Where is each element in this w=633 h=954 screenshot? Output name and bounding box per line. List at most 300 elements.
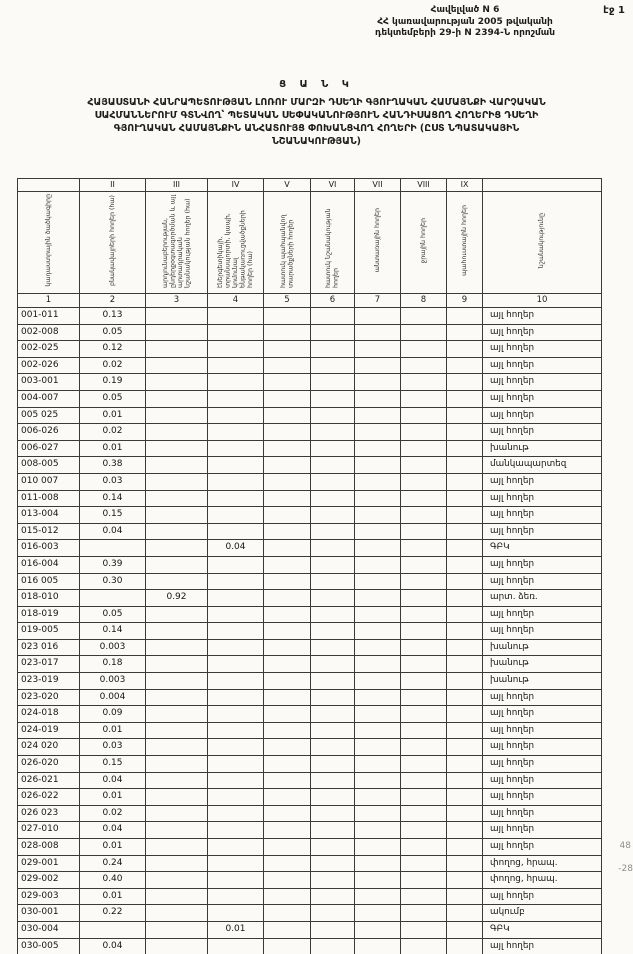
cell-area-value: [401, 839, 447, 856]
cell-area-value: [80, 590, 146, 607]
cell-area-value: [264, 573, 311, 590]
table-row: [18, 374, 602, 391]
cell-area-value: 0.003: [80, 639, 146, 656]
cell-area-value: [355, 888, 401, 905]
cell-area-value: 0.24: [80, 855, 146, 872]
cell-area-value: [146, 623, 208, 640]
cell-area-value: [401, 374, 447, 391]
rotated-column-label: անտառային հողեր: [373, 208, 381, 273]
page-number: էջ 1: [603, 5, 625, 16]
cell-area-value: [264, 772, 311, 789]
cell-designation: այլ հողեր: [483, 308, 602, 325]
cell-area-value: [264, 623, 311, 640]
table-row: [18, 357, 602, 374]
decree-number-line: դեկտեմբերի 29-ի N 2394-Ն որոշման: [374, 28, 556, 38]
cell-area-value: [264, 507, 311, 524]
cell-cadastral-code: 023-020: [18, 689, 80, 706]
cell-area-value: [447, 656, 483, 673]
cell-area-value: [401, 872, 447, 889]
cell-area-value: [401, 473, 447, 490]
rotated-column-label: հատուկ նշանակության հողեր: [325, 208, 340, 288]
cell-area-value: [208, 872, 264, 889]
cell-cadastral-code: 006-026: [18, 424, 80, 441]
cell-area-value: [355, 656, 401, 673]
cell-area-value: [264, 473, 311, 490]
cell-area-value: [447, 424, 483, 441]
title-line: ՀԱՅԱՍՏԱՆԻ ՀԱՆՐԱՊԵՏՈՒԹՅԱՆ ԼՈՌՈՒ ՄԱՐԶԻ ԴՍԵՂԻ ԳՅՈՒՂԱԿԱՆ ՀԱՄԱՅՆՔԻ ՎԱՐՉԱԿԱՆ: [87, 97, 546, 108]
cell-area-value: [311, 872, 355, 889]
cell-area-value: [146, 905, 208, 922]
cell-area-value: 0.14: [80, 490, 146, 507]
cell-area-value: [447, 888, 483, 905]
table-row: [18, 590, 602, 607]
cell-cadastral-code: 018-010: [18, 590, 80, 607]
cell-area-value: [146, 540, 208, 557]
table-row: [18, 839, 602, 856]
cell-area-value: [208, 673, 264, 690]
cell-area-value: [208, 308, 264, 325]
cell-area-value: [401, 523, 447, 540]
cell-area-value: [311, 357, 355, 374]
cell-area-value: [146, 872, 208, 889]
cell-area-value: [208, 407, 264, 424]
cell-area-value: [447, 374, 483, 391]
cell-area-value: [447, 839, 483, 856]
cell-designation: այլ հողեր: [483, 424, 602, 441]
cell-area-value: [355, 390, 401, 407]
cell-area-value: 0.05: [80, 390, 146, 407]
cell-designation: այլ հողեր: [483, 789, 602, 806]
num-cell-cell: 7: [355, 294, 401, 308]
cell-area-value: [401, 739, 447, 756]
cell-area-value: [146, 673, 208, 690]
cell-cadastral-code: 023-017: [18, 656, 80, 673]
cell-area-value: [208, 722, 264, 739]
cell-area-value: [311, 706, 355, 723]
rot-cell-cell: [18, 192, 80, 294]
cell-area-value: [311, 888, 355, 905]
cell-area-value: [447, 673, 483, 690]
cell-area-value: [146, 789, 208, 806]
cell-designation: այլ հողեր: [483, 756, 602, 773]
cell-area-value: [355, 424, 401, 441]
cell-area-value: [146, 639, 208, 656]
cell-area-value: [355, 590, 401, 607]
table-row: [18, 689, 602, 706]
cell-area-value: [447, 722, 483, 739]
roman-cell-cell: VII: [355, 179, 401, 192]
table-row: [18, 341, 602, 358]
cell-area-value: [355, 490, 401, 507]
cell-area-value: 0.15: [80, 756, 146, 773]
table-row: [18, 789, 602, 806]
cell-area-value: [264, 872, 311, 889]
cell-area-value: [264, 639, 311, 656]
cell-cadastral-code: 028-008: [18, 839, 80, 856]
cell-area-value: [355, 357, 401, 374]
cell-area-value: [146, 839, 208, 856]
cell-cadastral-code: 002-026: [18, 357, 80, 374]
cell-area-value: [264, 590, 311, 607]
cell-area-value: [401, 756, 447, 773]
cell-cadastral-code: 029-002: [18, 872, 80, 889]
table-row: [18, 407, 602, 424]
cell-area-value: 0.12: [80, 341, 146, 358]
table-row: [18, 440, 602, 457]
land-parcels-table: [17, 178, 602, 954]
cell-area-value: [355, 839, 401, 856]
cell-area-value: [355, 872, 401, 889]
cell-area-value: 0.18: [80, 656, 146, 673]
handwritten-margin-note: 48: [619, 841, 631, 851]
cell-cadastral-code: 030-001: [18, 905, 80, 922]
cell-area-value: [447, 490, 483, 507]
roman-cell-cell: IV: [208, 179, 264, 192]
cell-area-value: [311, 457, 355, 474]
cell-cadastral-code: 019-005: [18, 623, 80, 640]
cell-area-value: [311, 822, 355, 839]
cell-area-value: [146, 656, 208, 673]
cell-area-value: 0.05: [80, 606, 146, 623]
cell-area-value: [311, 424, 355, 441]
cell-area-value: [146, 606, 208, 623]
cell-area-value: [355, 921, 401, 938]
cell-area-value: [146, 689, 208, 706]
cell-designation: խանութ: [483, 673, 602, 690]
cell-area-value: [146, 921, 208, 938]
cell-area-value: [208, 523, 264, 540]
table-row: [18, 623, 602, 640]
cell-area-value: [355, 507, 401, 524]
table-row: [18, 390, 602, 407]
table-row: [18, 872, 602, 889]
cell-area-value: [146, 888, 208, 905]
cell-cadastral-code: 029-003: [18, 888, 80, 905]
cell-area-value: [401, 590, 447, 607]
cell-designation: այլ հողեր: [483, 341, 602, 358]
cell-area-value: [447, 540, 483, 557]
cell-area-value: 0.14: [80, 623, 146, 640]
cell-area-value: [146, 805, 208, 822]
cell-area-value: 0.02: [80, 805, 146, 822]
cell-area-value: [311, 756, 355, 773]
cell-area-value: [264, 805, 311, 822]
cell-area-value: [208, 457, 264, 474]
table-row: [18, 756, 602, 773]
rot-cell-cell: [264, 192, 311, 294]
num-cell-cell: 6: [311, 294, 355, 308]
cell-cadastral-code: 003-001: [18, 374, 80, 391]
cell-designation: այլ հողեր: [483, 888, 602, 905]
table-row: [18, 556, 602, 573]
cell-cadastral-code: 016 005: [18, 573, 80, 590]
cell-area-value: [355, 805, 401, 822]
num-cell-cell: 9: [447, 294, 483, 308]
cell-area-value: [401, 357, 447, 374]
cell-area-value: [208, 573, 264, 590]
roman-cell-cell: [483, 179, 602, 192]
cell-area-value: [401, 606, 447, 623]
cell-cadastral-code: 006-027: [18, 440, 80, 457]
cell-area-value: [146, 357, 208, 374]
cell-area-value: 0.04: [80, 938, 146, 954]
cell-area-value: [208, 490, 264, 507]
cell-area-value: [311, 623, 355, 640]
cell-area-value: [447, 523, 483, 540]
cell-area-value: [401, 490, 447, 507]
cell-area-value: [208, 938, 264, 954]
table-row: [18, 905, 602, 922]
cell-designation: այլ հողեր: [483, 473, 602, 490]
cell-area-value: [447, 457, 483, 474]
cell-area-value: [311, 921, 355, 938]
cell-area-value: [447, 440, 483, 457]
cell-area-value: 0.01: [80, 888, 146, 905]
cell-area-value: [311, 407, 355, 424]
cell-area-value: [355, 822, 401, 839]
cell-cadastral-code: 024-019: [18, 722, 80, 739]
cell-designation: այլ հողեր: [483, 805, 602, 822]
cell-area-value: [146, 457, 208, 474]
cell-designation: փողոց, հրապ.: [483, 855, 602, 872]
cell-area-value: [311, 573, 355, 590]
cell-designation: մանկապարտեզ: [483, 457, 602, 474]
cell-area-value: [355, 938, 401, 954]
roman-cell-cell: VIII: [401, 179, 447, 192]
table-row: [18, 490, 602, 507]
cell-area-value: [447, 938, 483, 954]
cell-area-value: [208, 424, 264, 441]
cell-area-value: [208, 839, 264, 856]
cell-area-value: [447, 822, 483, 839]
cell-area-value: [311, 639, 355, 656]
cell-area-value: [447, 921, 483, 938]
cell-designation: ակումբ: [483, 905, 602, 922]
document-title: [8, 96, 625, 148]
cell-designation: խանութ: [483, 440, 602, 457]
rotated-column-label: ջրային հողեր: [419, 217, 427, 264]
cell-area-value: [355, 855, 401, 872]
list-heading: Ց Ա Ն Կ: [279, 79, 354, 90]
rotated-column-label: արդյունաբերության, ընդերքօգտագործման և այլ արտադրական նշանակության հողեր (հա): [161, 194, 191, 288]
num-cell-cell: 1: [18, 294, 80, 308]
cell-area-value: [311, 606, 355, 623]
cell-area-value: [146, 440, 208, 457]
cell-area-value: [355, 772, 401, 789]
cell-designation: այլ հողեր: [483, 606, 602, 623]
roman-cell-cell: V: [264, 179, 311, 192]
cell-area-value: 0.39: [80, 556, 146, 573]
decree-year-line: ՀՀ կառավարության 2005 թվականի: [377, 16, 553, 27]
table-row: [18, 473, 602, 490]
cell-area-value: [355, 374, 401, 391]
cell-cadastral-code: 029-001: [18, 855, 80, 872]
cell-area-value: [311, 440, 355, 457]
cell-area-value: [264, 822, 311, 839]
cell-area-value: [401, 805, 447, 822]
cell-area-value: [208, 507, 264, 524]
cell-area-value: [311, 540, 355, 557]
title-line: ՆՇԱՆԱԿՈՒԹՅԱՆ): [272, 136, 361, 147]
cell-area-value: [311, 656, 355, 673]
cell-area-value: [208, 689, 264, 706]
cell-designation: ԳԲԿ: [483, 921, 602, 938]
cell-area-value: [447, 308, 483, 325]
cell-area-value: [208, 656, 264, 673]
cell-area-value: [311, 341, 355, 358]
cell-designation: այլ հողեր: [483, 490, 602, 507]
cell-area-value: [311, 839, 355, 856]
cell-area-value: [146, 756, 208, 773]
cell-designation: այլ հողեր: [483, 739, 602, 756]
cell-designation: այլ հողեր: [483, 722, 602, 739]
cell-area-value: [355, 440, 401, 457]
column-number-row: [18, 294, 602, 308]
table-row: [18, 888, 602, 905]
roman-cell-cell: [18, 179, 80, 192]
cell-area-value: [447, 341, 483, 358]
cell-area-value: [264, 921, 311, 938]
cell-area-value: [447, 855, 483, 872]
cell-area-value: [311, 374, 355, 391]
cell-area-value: [447, 357, 483, 374]
cell-area-value: [208, 556, 264, 573]
cell-area-value: [208, 706, 264, 723]
rot-cell-cell: [355, 192, 401, 294]
rot-cell-cell: [80, 192, 146, 294]
cell-area-value: [264, 324, 311, 341]
cell-area-value: [355, 540, 401, 557]
cell-area-value: 0.15: [80, 507, 146, 524]
cell-area-value: [311, 308, 355, 325]
cell-area-value: [208, 855, 264, 872]
rot-cell-cell: [208, 192, 264, 294]
cell-area-value: [264, 556, 311, 573]
cell-area-value: [447, 756, 483, 773]
cell-area-value: [447, 872, 483, 889]
cell-area-value: [264, 308, 311, 325]
cell-area-value: [146, 556, 208, 573]
cell-area-value: [146, 573, 208, 590]
cell-area-value: [264, 689, 311, 706]
cell-cadastral-code: 016-003: [18, 540, 80, 557]
cell-area-value: [447, 324, 483, 341]
table-row: [18, 722, 602, 739]
cell-area-value: [146, 424, 208, 441]
cell-area-value: [208, 341, 264, 358]
cell-area-value: [355, 623, 401, 640]
cell-area-value: [208, 789, 264, 806]
cell-area-value: [355, 789, 401, 806]
cell-area-value: [447, 507, 483, 524]
cell-area-value: 0.22: [80, 905, 146, 922]
table-header: [18, 179, 602, 308]
cell-area-value: 0.01: [80, 789, 146, 806]
cell-area-value: [447, 905, 483, 922]
column-header-row: [18, 192, 602, 294]
cell-area-value: 0.09: [80, 706, 146, 723]
cell-area-value: 0.30: [80, 573, 146, 590]
num-cell-cell: 2: [80, 294, 146, 308]
cell-area-value: [264, 756, 311, 773]
cell-area-value: [208, 822, 264, 839]
cell-area-value: [401, 673, 447, 690]
roman-cell-cell: IX: [447, 179, 483, 192]
roman-numeral-row: [18, 179, 602, 192]
cell-designation: արտ. ձեռ.: [483, 590, 602, 607]
cell-cadastral-code: 015-012: [18, 523, 80, 540]
cell-area-value: [401, 407, 447, 424]
cell-cadastral-code: 026-020: [18, 756, 80, 773]
cell-area-value: [401, 689, 447, 706]
cell-area-value: [264, 938, 311, 954]
table-row: [18, 606, 602, 623]
table-row: [18, 739, 602, 756]
table-row: [18, 324, 602, 341]
cell-area-value: [311, 739, 355, 756]
cell-area-value: [146, 341, 208, 358]
cell-area-value: [355, 457, 401, 474]
cell-area-value: [447, 407, 483, 424]
rot-cell-cell: [447, 192, 483, 294]
cell-area-value: [311, 855, 355, 872]
cell-area-value: [447, 473, 483, 490]
cell-area-value: [401, 324, 447, 341]
cell-area-value: [355, 706, 401, 723]
cell-area-value: [208, 390, 264, 407]
cell-area-value: [208, 590, 264, 607]
cell-area-value: [355, 739, 401, 756]
cell-area-value: [146, 390, 208, 407]
table-row: [18, 573, 602, 590]
cell-area-value: [447, 772, 483, 789]
cell-area-value: [355, 673, 401, 690]
cell-area-value: [401, 789, 447, 806]
cell-area-value: [264, 540, 311, 557]
cell-cadastral-code: 011-008: [18, 490, 80, 507]
cell-area-value: [447, 556, 483, 573]
cell-designation: այլ հողեր: [483, 507, 602, 524]
cell-area-value: [264, 722, 311, 739]
cell-cadastral-code: 030-004: [18, 921, 80, 938]
cell-area-value: 0.04: [80, 772, 146, 789]
cell-area-value: [311, 523, 355, 540]
cell-area-value: [146, 473, 208, 490]
cell-area-value: 0.004: [80, 689, 146, 706]
cell-area-value: 0.92: [146, 590, 208, 607]
cell-area-value: [355, 639, 401, 656]
cell-area-value: [401, 457, 447, 474]
cell-area-value: [355, 341, 401, 358]
cell-area-value: [264, 839, 311, 856]
cell-area-value: [264, 905, 311, 922]
table-row: [18, 424, 602, 441]
cell-area-value: [355, 722, 401, 739]
cell-area-value: [264, 457, 311, 474]
roman-cell-cell: III: [146, 179, 208, 192]
rot-cell-cell: [146, 192, 208, 294]
cell-designation: այլ հողեր: [483, 556, 602, 573]
cell-area-value: [264, 374, 311, 391]
cell-area-value: [264, 407, 311, 424]
cell-area-value: 0.04: [80, 822, 146, 839]
title-line: ԳՅՈՒՂԱԿԱՆ ՀԱՄԱՅՆՔԻՆ ԱՆՀԱՏՈՒՅՑ ՓՈԽԱՆՑՎՈՂ ՀՈՂԵՐԻ (ԸՍՏ ՆՊԱՏԱԿԱՅԻՆ: [113, 123, 520, 134]
cell-cadastral-code: 024-018: [18, 706, 80, 723]
table-row: [18, 706, 602, 723]
cell-area-value: [401, 822, 447, 839]
cell-area-value: [355, 308, 401, 325]
cell-area-value: [208, 739, 264, 756]
